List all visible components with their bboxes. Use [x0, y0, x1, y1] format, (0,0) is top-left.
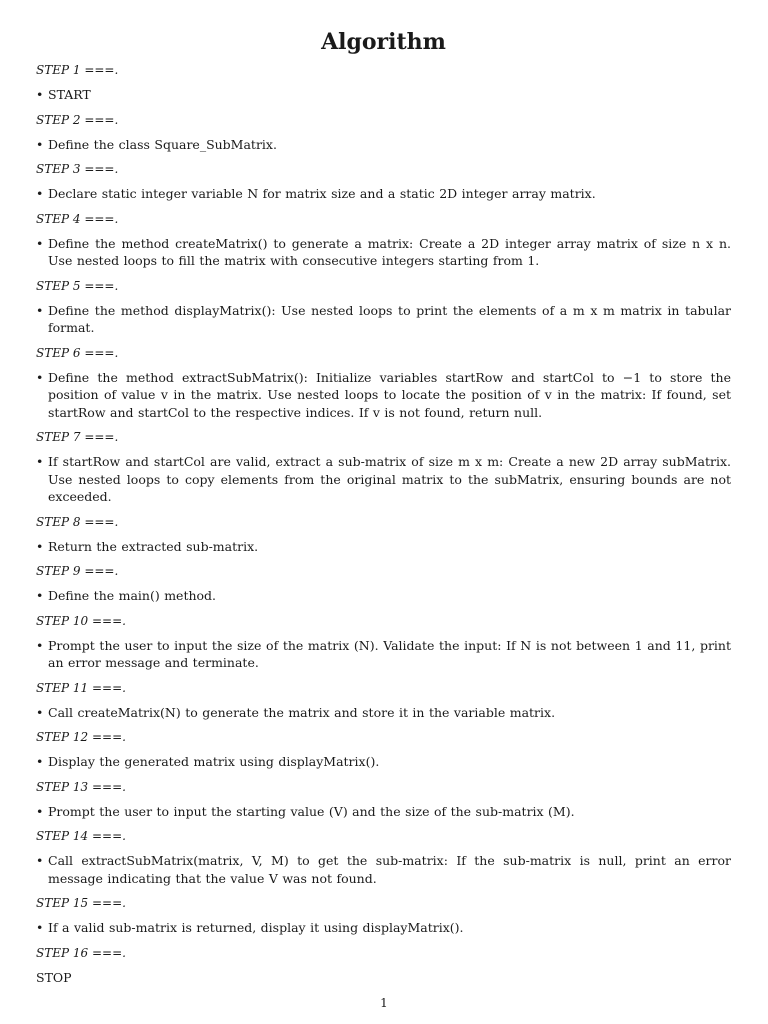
step-label: STEP 8 ===.: [36, 514, 119, 529]
step-label: STEP 15 ===.: [36, 896, 126, 910]
step-bullet: [36, 704, 731, 722]
step-text: Define the main() method.: [48, 588, 217, 603]
step-label: STEP 12 ===.: [36, 730, 126, 744]
step-7: [36, 429, 731, 506]
bullet-icon: •: [36, 454, 44, 469]
step-text: Define the method extractSubMatrix(): Initialize variables startRow and startCol to −1 to store the position of value v in the matrix. Use nested loops to locate the position of v in the matrix: If found, set startRow and startCol to the respective indices. If v is not found, return null.: [48, 369, 731, 420]
step-text: Prompt the user to input the starting value (V) and the size of the sub-matrix (M).: [48, 803, 575, 819]
step-bullet: [36, 637, 731, 672]
step-label: STEP 2 ===.: [36, 112, 119, 127]
step-text: Prompt the user to input the size of the matrix (N). Validate the input: If N is not between 1 and 11, print an error message and terminate.: [48, 637, 731, 670]
step-bullet: [36, 538, 731, 556]
bullet-icon: •: [36, 754, 44, 769]
step-text: If startRow and startCol are valid, extract a sub-matrix of size m x m: Create a new 2D array subMatrix. Use nested loops to copy elements from the original matrix to the subMatrix, ensuring bounds are not exceeded.: [48, 454, 731, 504]
step-label: STEP 1 ===.: [36, 63, 119, 77]
step-11: [36, 680, 731, 722]
step-text: Display the generated matrix using displayMatrix().: [48, 754, 380, 769]
document-page: [36, 28, 731, 986]
step-12: [36, 729, 731, 771]
bullet-icon: •: [36, 588, 44, 603]
step-label: STEP 3 ===.: [36, 162, 119, 176]
step-bullet: [36, 852, 731, 887]
page-title: Algorithm: [321, 29, 446, 55]
step-5: [36, 278, 731, 337]
step-text: Call extractSubMatrix(matrix, V, M) to get the sub-matrix: If the sub-matrix is null, print an error message indicating that the value V was not found.: [48, 853, 731, 886]
step-bullet: [36, 302, 731, 337]
bullet-icon: •: [36, 369, 44, 385]
step-text: START: [48, 87, 91, 102]
step-13: [36, 779, 731, 821]
step-label: STEP 11 ===.: [36, 680, 126, 695]
step-label: STEP 14 ===.: [36, 829, 126, 843]
step-text: If a valid sub-matrix is returned, display it using displayMatrix().: [48, 920, 464, 935]
bullet-icon: •: [36, 637, 44, 653]
page-number: 1: [380, 996, 388, 1010]
step-bullet: [36, 185, 731, 203]
step-15: [36, 895, 731, 937]
step-bullet: [36, 453, 731, 506]
bullet-icon: •: [36, 853, 44, 868]
step-bullet: [36, 803, 731, 821]
step-bullet: [36, 235, 731, 270]
step-8: [36, 514, 731, 556]
step-label: STEP 13 ===.: [36, 779, 126, 794]
step-text: Define the method createMatrix() to generate a matrix: Create a 2D integer array matrix of size n x n. Use nested loops to fill the matrix with consecutive integers starting from 1.: [48, 235, 731, 268]
step-1: [36, 62, 731, 104]
bullet-icon: •: [36, 538, 44, 554]
step-text: Return the extracted sub-matrix.: [48, 538, 259, 554]
step-label: STEP 7 ===.: [36, 430, 119, 444]
step-label: STEP 6 ===.: [36, 345, 119, 360]
step-4: [36, 211, 731, 270]
step-label: STEP 5 ===.: [36, 278, 119, 293]
bullet-icon: •: [36, 302, 44, 318]
bullet-icon: •: [36, 87, 44, 102]
bullet-icon: •: [36, 235, 44, 251]
step-bullet: [36, 136, 731, 154]
step-10: [36, 613, 731, 672]
step-label: STEP 4 ===.: [36, 211, 119, 226]
step-6: [36, 345, 731, 422]
step-text: Call createMatrix(N) to generate the matrix and store it in the variable matrix.: [48, 704, 556, 720]
bullet-icon: •: [36, 803, 44, 819]
step-2: [36, 112, 731, 154]
bullet-icon: •: [36, 704, 44, 720]
step-text: Define the class Square_SubMatrix.: [48, 136, 277, 152]
step-label: STEP 16 ===.: [36, 945, 126, 960]
step-bullet: [36, 587, 731, 605]
step-label: STEP 10 ===.: [36, 613, 126, 628]
step-label: STEP 9 ===.: [36, 564, 119, 578]
step-3: [36, 161, 731, 203]
step-text: Declare static integer variable N for matrix size and a static 2D integer array matrix.: [48, 186, 596, 201]
step-text: Define the method displayMatrix(): Use nested loops to print the elements of a m x m matrix in tabular format.: [48, 302, 731, 335]
step-bullet: [36, 753, 731, 771]
step-14: [36, 828, 731, 887]
bullet-icon: •: [36, 920, 44, 935]
step-bullet: [36, 86, 731, 104]
step-bullet: [36, 919, 731, 937]
bullet-icon: •: [36, 136, 44, 152]
step-16: [36, 945, 731, 987]
step-bullet: [36, 369, 731, 422]
step-9: [36, 563, 731, 605]
bullet-icon: •: [36, 186, 44, 201]
stop-text: STOP: [36, 969, 72, 985]
